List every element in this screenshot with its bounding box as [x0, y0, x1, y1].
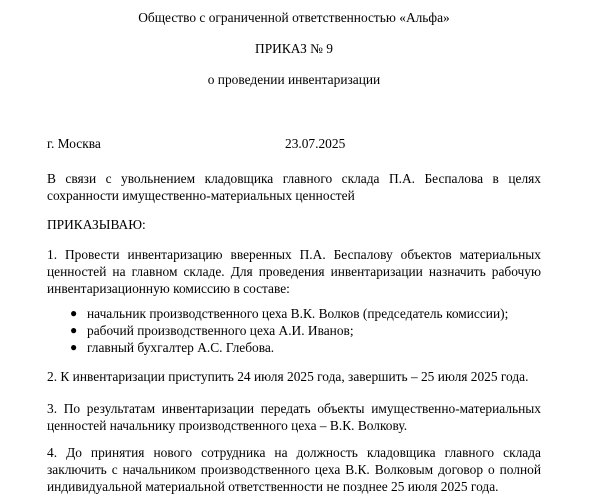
list-item — [47, 339, 541, 356]
bullet-icon: ● — [70, 323, 78, 337]
bullet-icon: ● — [70, 340, 78, 354]
commission-member: главный бухгалтер А.С. Глебова. — [87, 340, 275, 355]
order-title: ПРИКАЗ № 9 — [255, 41, 333, 56]
city: г. Москва — [47, 136, 101, 151]
item-1: 1. Провести инвентаризацию вверенных П.А. Беспалову объектов материальных ценностей на главном складе. Для проведения инвентаризации назначить рабочую инвентаризационную комиссию в составе: — [47, 247, 541, 296]
organization-name: Общество с ограниченной ответственностью «Альфа» — [138, 10, 450, 25]
list-item — [47, 305, 541, 322]
item-2: 2. К инвентаризации приступить 24 июля 2025 года, завершить – 25 июля 2025 года. — [47, 369, 529, 384]
bullet-icon: ● — [70, 306, 78, 320]
intro-paragraph: В связи с увольнением кладовщика главного склада П.А. Беспалова в целях сохранности имущественно-материальных ценностей — [47, 171, 541, 203]
commission-list — [47, 305, 541, 356]
item-4: 4. До принятия нового сотрудника на должность кладовщика главного склада заключить с начальником производственного цеха В.К. Волковым договор о полной индивидуальной материальной ответственности не позднее 25 июля 2025 года. — [47, 445, 541, 494]
list-item — [47, 322, 541, 339]
order-word: ПРИКАЗЫВАЮ: — [47, 217, 146, 232]
commission-member: рабочий производственного цеха А.И. Иванов; — [87, 323, 354, 338]
commission-member: начальник производственного цеха В.К. Волков (председатель комиссии); — [87, 306, 509, 321]
order-subject: о проведении инвентаризации — [207, 72, 381, 87]
item-3: 3. По результатам инвентаризации передать объекты имущественно-материальных ценностей начальнику производственного цеха – В.К. Волкову. — [47, 401, 541, 433]
order-date: 23.07.2025 — [285, 136, 346, 151]
